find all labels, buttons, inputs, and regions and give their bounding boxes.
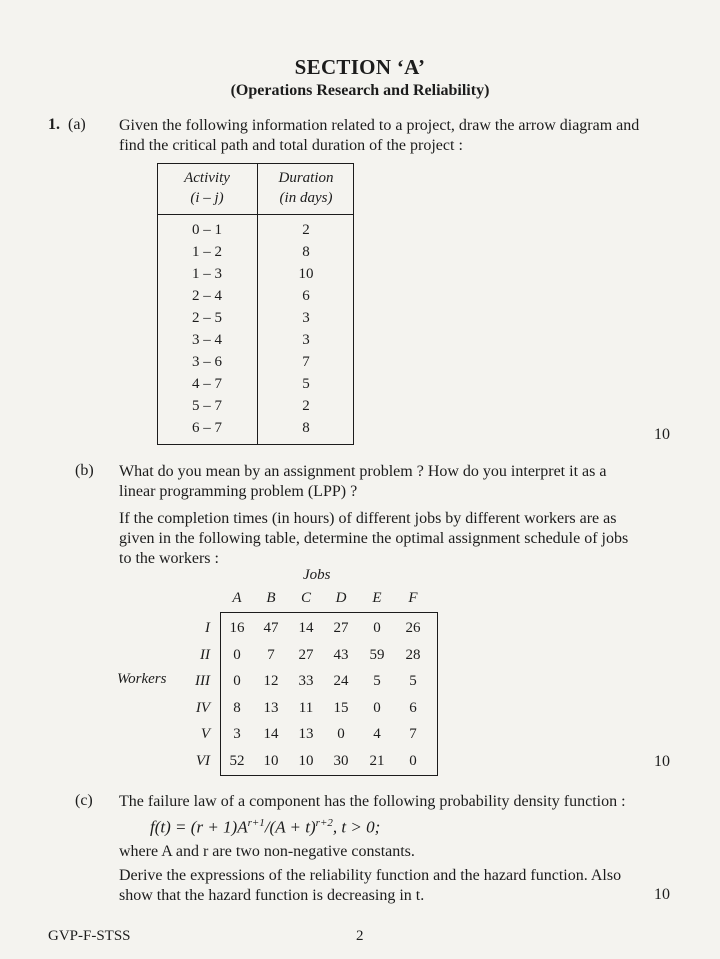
duration-cell: 2 — [302, 222, 310, 238]
job-column-header: D — [335, 590, 347, 606]
duration-cell: 8 — [302, 420, 310, 436]
density-formula: $f(t) = (r + 1)A^{r+1}/(A + t)^{r+2}$, t > 0; — [150, 817, 381, 837]
table-cell: 26 — [405, 620, 421, 636]
part-c-line-1: The failure law of a component has the following probability density function : — [119, 793, 626, 810]
table-cell: 0 — [373, 620, 381, 636]
duration-cell: 3 — [302, 310, 310, 326]
table-cell: 43 — [333, 646, 349, 663]
table-cell: 14 — [263, 726, 279, 742]
question-number: 1. — [48, 116, 60, 133]
section-subtitle: (Operations Research and Reliability) — [230, 82, 490, 99]
part-b-p2-line-1: If the completion times (in hours) of different jobs by different workers are as — [119, 510, 617, 527]
part-a-line-1: Given the following information related to a project, draw the arrow diagram and — [119, 117, 640, 134]
activity-cell: 1 – 3 — [192, 266, 222, 282]
table-cell: 4 — [373, 726, 381, 742]
table-cell: 13 — [263, 699, 279, 716]
part-c-line-4: show that the hazard function is decreasing in t. — [119, 887, 425, 904]
job-column-header: F — [408, 590, 418, 606]
table-cell: 0 — [233, 673, 241, 689]
table-cell: 30 — [333, 752, 349, 769]
worker-row-header: I — [205, 620, 210, 636]
activity-cell: 5 – 7 — [192, 398, 222, 414]
worker-row-header: IV — [195, 699, 210, 716]
part-a-label: (a) — [68, 116, 86, 133]
table-cell: 16 — [229, 620, 245, 636]
table-cell: 15 — [333, 699, 349, 716]
section-title: SECTION ‘A’ — [294, 55, 426, 79]
part-b-p2-line-2: given in the following table, determine the optimal assignment schedule of jobs — [119, 530, 629, 547]
duration-cell: 10 — [298, 266, 314, 282]
table-cell: 12 — [263, 673, 279, 689]
page-number: 2 — [356, 928, 364, 944]
worker-row-header: II — [200, 646, 210, 663]
job-column-header: C — [300, 590, 311, 606]
activity-duration-table — [157, 163, 354, 445]
table-cell: 13 — [298, 726, 314, 742]
part-b-p1-line-1: What do you mean by an assignment problem ? How do you interpret it as a — [119, 463, 607, 480]
job-column-header: E — [372, 590, 382, 606]
duration-cell: 5 — [302, 376, 310, 392]
duration-cell: 8 — [302, 244, 310, 260]
table-cell: 5 — [373, 673, 381, 689]
table-cell: 14 — [298, 620, 314, 636]
table-cell: 7 — [267, 646, 275, 663]
table-cell: 47 — [263, 620, 279, 636]
part-b-label: (b) — [75, 462, 94, 479]
table-cell: 0 — [233, 646, 241, 663]
activity-cell: 2 – 4 — [192, 288, 222, 304]
duration-cell: 3 — [302, 332, 310, 348]
job-column-header: B — [266, 590, 276, 606]
part-c-marks: 10 — [654, 886, 670, 903]
activity-cell: 4 – 7 — [192, 376, 222, 392]
duration-cell: 7 — [302, 354, 310, 370]
paper-code: GVP-F-STSS — [48, 928, 131, 944]
worker-row-header: III — [195, 673, 210, 689]
table-cell: 28 — [405, 646, 421, 663]
table-cell: 6 — [409, 699, 417, 716]
part-a-line-2: find the critical path and total duration of the project : — [119, 137, 463, 154]
activity-cell: 0 – 1 — [192, 222, 222, 238]
duration-cell: 6 — [302, 288, 310, 304]
table-cell: 0 — [409, 752, 417, 769]
workers-label: Workers — [117, 671, 167, 687]
table-cell: 0 — [373, 699, 381, 716]
part-a-marks: 10 — [654, 426, 670, 443]
activity-cell: 1 – 2 — [192, 244, 222, 260]
activity-cell: 6 – 7 — [192, 420, 222, 436]
activity-header: Activity (i – j) — [184, 170, 230, 206]
table-cell: 11 — [298, 699, 314, 716]
part-b-p1-line-2: linear programming problem (LPP) ? — [119, 483, 358, 500]
table-cell: 3 — [233, 726, 241, 742]
worker-row-header: V — [200, 726, 210, 742]
table-cell: 33 — [298, 673, 314, 689]
part-b-p2-line-3: to the workers : — [119, 550, 219, 567]
table-cell: 8 — [233, 699, 241, 716]
table-cell: 27 — [298, 646, 314, 663]
table-cell: 21 — [369, 752, 385, 769]
job-column-header: A — [232, 590, 242, 606]
table-cell: 27 — [333, 620, 349, 636]
activity-cell: 3 – 6 — [192, 354, 222, 370]
part-c-label: (c) — [75, 792, 93, 809]
activity-cell: 3 – 4 — [192, 332, 222, 348]
part-b-marks: 10 — [654, 753, 670, 770]
table-cell: 7 — [409, 726, 417, 742]
part-c-line-3: Derive the expressions of the reliability function and the hazard function. Also — [119, 867, 622, 884]
part-c-line-2: where A and r are two non-negative constants. — [119, 843, 415, 860]
duration-cell: 2 — [302, 398, 310, 414]
table-cell: 24 — [333, 673, 349, 689]
table-cell: 10 — [298, 752, 314, 769]
activity-cell: 2 – 5 — [192, 310, 222, 326]
table-cell: 52 — [229, 752, 245, 769]
table-cell: 59 — [369, 646, 385, 663]
table-cell: 5 — [409, 673, 417, 689]
table-cell: 10 — [263, 752, 279, 769]
table-cell: 0 — [337, 726, 345, 742]
duration-header: Duration (in days) — [278, 170, 334, 206]
worker-row-header: VI — [195, 752, 210, 769]
jobs-label: Jobs — [303, 567, 331, 583]
